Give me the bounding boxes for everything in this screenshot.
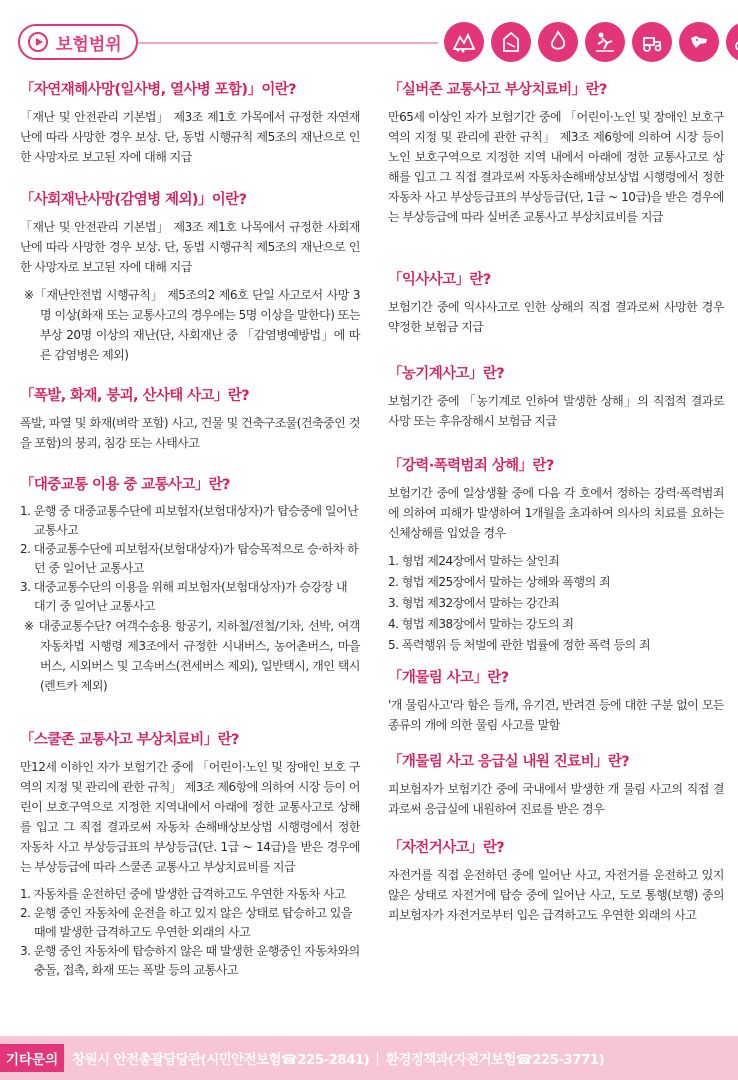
list-item: 2. 형법 제25장에서 말하는 상해와 폭행의 죄	[388, 575, 611, 589]
dog-bite-icon	[679, 22, 719, 62]
section-title: 「폭발, 화재, 붕괴, 산사태 사고」란?	[20, 388, 250, 404]
section-school-zone	[20, 728, 360, 980]
section-title: 「개물림 사고 응급실 내원 진료비」란?	[388, 754, 630, 770]
section-natural-disaster	[20, 78, 360, 167]
section-note: ※ 대중교통수단? 여객수송용 항공기, 지하철/전철/기차, 선박, 여객자동차법 시행령 제3조에서 규정한 시내버스, 농어촌버스, 마을버스, 시외버스 및 고속버스(전세버스 제외), 일반택시, 개인 택시(렌트카 제외)	[24, 619, 360, 693]
section-title: 「사회재난사망(감염병 제외)」이란?	[20, 192, 247, 208]
list-item: 5. 폭력행위 등 처벌에 관한 법률에 정한 폭력 등의 죄	[388, 638, 651, 652]
list-item: 3. 운행 중인 자동차에 탑승하지 않은 때 발생한 운행중인 자동차와의 충돌, 접촉, 화재 또는 폭발 등의 교통사고	[20, 944, 360, 977]
section-body: 피보험자가 보험기간 중에 국내에서 발생한 개 물림 사고의 직접 결과로써 응급실에 내원하여 진료를 받은 경우	[388, 782, 724, 816]
footer-separator: |	[375, 1050, 380, 1066]
section-public-transport	[20, 473, 360, 696]
section-title: 「개물림 사고」란?	[388, 670, 509, 686]
section-body: 보험기간 중에 일상생활 중에 다음 각 호에서 정하는 강력·폭력범죄에 의하여 피해가 발생하여 1개월을 초과하여 의사의 치료를 요하는 신체상해를 입었을 경우	[388, 486, 724, 540]
section-title: 「농기계사고」란?	[388, 366, 505, 382]
category-icons	[444, 22, 738, 62]
section-title: 「대중교통 이용 중 교통사고」란?	[20, 477, 230, 493]
list-item: 1. 형법 제24장에서 말하는 살인죄	[388, 554, 560, 568]
footer-label: 기타문의	[0, 1044, 64, 1072]
section-list	[20, 885, 360, 980]
building-collapse-icon	[491, 22, 531, 62]
landslide-icon	[444, 22, 484, 62]
section-title: 「스쿨존 교통사고 부상치료비」란?	[20, 732, 239, 748]
list-item: 1. 자동차를 운전하던 중에 발생한 급격하고도 우연한 자동차 사고	[20, 887, 346, 901]
section-silver-zone	[388, 78, 724, 227]
section-body: 자전거를 직접 운전하던 중에 일어난 사고, 자전거를 운전하고 있지 않은 상태로 자전거에 탑승 중에 일어난 사고, 도로 통행(보행) 중의 피보험자가 자전거로부터 입은 급격하고도 우연한 외래의 사고	[388, 868, 724, 922]
section-body: 「재난 및 안전관리 기본법」 제3조 제1호 가목에서 규정한 자연재난에 따라 사망한 경우 보상. 단, 동법 시행규칙 제5조의 재난으로 인한 사망자로 보고된 자에 대해 지급	[20, 110, 360, 164]
section-title: 「실버존 교통사고 부상치료비」란?	[388, 82, 607, 98]
disaster-fire-icon	[538, 22, 578, 62]
section-drowning	[388, 268, 724, 337]
section-dog-bite	[388, 666, 724, 735]
badge-label: 보험범위	[56, 34, 122, 55]
list-item: 4. 형법 제38장에서 말하는 강도의 죄	[388, 617, 574, 631]
section-social-disaster	[20, 188, 360, 365]
section-list	[20, 502, 360, 616]
footer-contact-safety: 창원시 안전총괄담당관(시민안전보험☎225-2841)	[72, 1052, 370, 1068]
play-icon	[28, 32, 48, 52]
footer-contact-bar	[0, 1036, 738, 1080]
list-item: 3. 대중교통수단의 이용을 위해 피보험자(보험대상자)가 승강장 내 대기 중 일어난 교통사고	[20, 580, 348, 613]
section-bicycle	[388, 836, 724, 925]
list-item: 1. 운행 중 대중교통수단에 피보험자(보험대상자)가 탑승중에 일어난 교통사고	[20, 504, 359, 537]
section-body: 만65세 이상인 자가 보험기간 중에 「어린이·노인 및 장애인 보호구역의 지정 및 관리에 관한 규칙」 제3조 제6항에 의하여 시장 등이 노인 보호구역으로 지정한 지역 내에서 아래에 정한 교통사고로 상해를 입고 그 직접 결과로써 자동차손해배상보상법 시행령에서 정한 자동차 사고 부상등급표의 부상등급(단, 1급 ~ 10급)을 받은 경우에는 부상등급에 따라 실버존 교통사고 부상치료비를 지급	[388, 110, 724, 224]
section-body: 「재난 및 안전관리 기본법」 제3조 제1호 나목에서 규정한 사회재난에 따라 사망한 경우 보상. 단, 동법 시행규칙 제5조의 재난으로 인한 사망자로 보고된 자에 대해 지급	[20, 220, 360, 274]
falling-person-icon	[585, 22, 625, 62]
header-divider	[138, 42, 438, 44]
section-body: '개 물림사고'라 함은 들개, 유기견, 반려견 등에 대한 구분 없이 모든 종류의 개에 의한 물림 사고를 말함	[388, 698, 724, 732]
list-item: 3. 형법 제32장에서 말하는 강간죄	[388, 596, 560, 610]
section-badge	[18, 24, 138, 60]
section-list	[388, 551, 724, 656]
section-body: 폭발, 파열 및 화재(벼락 포함) 사고, 건물 및 건축구조물(건축중인 것을 포함)의 붕괴, 침강 또는 사태사고	[20, 416, 360, 450]
section-dog-bite-er	[388, 750, 724, 819]
bicycle-icon	[726, 22, 738, 62]
section-body: 보험기간 중에 「농기계로 인하여 발생한 상해」의 직접적 결과로 사망 또는 후유장해시 보험금 지급	[388, 394, 724, 428]
list-item: 2. 운행 중인 자동차에 운전을 하고 있지 않은 상태로 탑승하고 있을 때에 발생한 급격하고도 우연한 외래의 사고	[20, 906, 352, 939]
section-body: 보험기간 중에 익사사고로 인한 상해의 직접 결과로써 사망한 경우 약정한 보험금 지급	[388, 300, 724, 334]
section-violent-crime	[388, 454, 724, 656]
tractor-icon	[632, 22, 672, 62]
section-body: 만12세 이하인 자가 보험기간 중에 「어린이·노인 및 장애인 보호 구역의 지정 및 관리에 관한 규칙」 제3조 제6항에 의하여 시장 등이 어린이 보호구역으로 지정한 지역내에서 아래에 정한 교통사고로 상해를 입고 그 직접 결과로써 자동차 손해배상보상법 시행령에서 정한 자동차 사고 부상등급표의 부상등급(단. 1급 ~ 14급)을 받은 경우에는 부상등급에 따라 스쿨존 교통사고 부상치료비를 지급	[20, 760, 360, 874]
section-note: ※「재난안전법 시행규칙」 제5조의2 제6호 단일 사고로서 사망 3명 이상(화재 또는 교통사고의 경우에는 5명 이상을 말한다) 또는 부상 20명 이상의 재난(단, 사회재난 중 「감염병예방법」에 따른 감염병은 제외)	[24, 288, 360, 362]
section-title: 「자연재해사망(일사병, 열사병 포함)」이란?	[20, 82, 296, 98]
section-title: 「익사사고」란?	[388, 272, 491, 288]
section-farm-machinery	[388, 362, 724, 431]
section-title: 「자전거사고」란?	[388, 840, 505, 856]
section-title: 「강력·폭력범죄 상해」란?	[388, 458, 554, 474]
section-explosion-fire	[20, 384, 360, 453]
footer-contact-bicycle: 환경정책과(자전거보험☎225-3771)	[385, 1052, 605, 1068]
list-item: 2. 대중교통수단에 피보험자(보험대상자)가 탑승목적으로 승·하차 하던 중 일어난 교통사고	[20, 542, 359, 575]
